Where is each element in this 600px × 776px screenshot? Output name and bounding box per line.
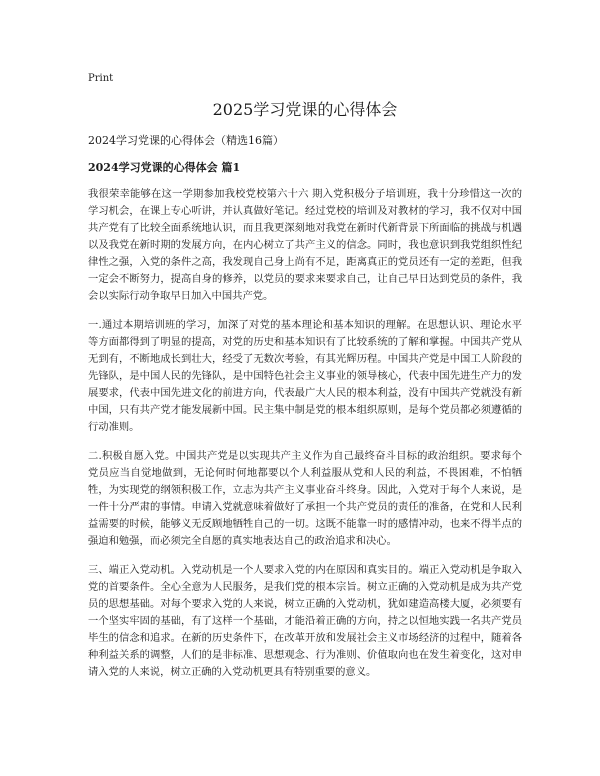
paragraph-point-2: 二.积极自愿入党。中国共产党是以实现共产主义作为自己最终奋斗目标的政治组织。要求每个党员应当自觉地做到，无论何时何地都要以个人利益服从党和人民的利益，不畏困难，不怕牺牲，为实现党的纲领积极工作，立志为共产主义事业奋斗终身。因此，入党对于每个人来说，是一件十分严肃的事情。申请入党就意味着做好了承担一个共产党员的责任的准备，在党和人民利益需要的时候，能够义无反顾地牺牲自己的一切。这既不能靠一时的感情冲动，也来不得半点的强迫和勉强，而必须完全自愿的真实地表达自己的政治追求和决心。 xyxy=(88,450,522,547)
paragraph-point-3: 三、端正入党动机。入党动机是一个人要求入党的内在原因和真实目的。端正入党动机是争取入党的首要条件。全心全意为人民服务，是我们党的根本宗旨。树立正确的入党动机是成为共产党员的思想基础。对每个要求入党的人来说，树立正确的入党动机，犹如建造高楼大厦，必须要有一个坚实牢固的基础，有了这样一个基础，才能沿着正确的方向，持之以恒地实践一名共产党员毕生的信念和追求。在新的历史条件下，在改革开放和发展社会主义市场经济的过程中，随着各种利益关系的调整，人们的是非标准、思想观念、行为准则、价值取向也在发生着变化，这对申请入党的人来说，树立正确的入党动机更具有特别重要的意义。 xyxy=(88,564,522,678)
print-link[interactable]: Print xyxy=(88,73,114,84)
paragraph-point-1: 一.通过本期培训班的学习，加深了对党的基本理论和基本知识的理解。在思想认识、理论水平等方面都得到了明显的提高，对党的历史和基本知识有了比较系统的了解和掌握。中国共产党从无到有，不断地成长到壮大，经受了无数次考验，有其光辉历程。中国共产党是中国工人阶段的先锋队，是中国人民的先锋队，是中国特色社会主义事业的领导核心，代表中国先进生产力的发展要求，代表中国先进文化的前进方向，代表最广大人民的根本利益，没有中国共产党就没有新中国，只有共产党才能发展新中国。民主集中制是党的根本组织原则，是每个党员都必须遵循的行动准则。 xyxy=(88,319,522,433)
article-body xyxy=(88,186,522,693)
page-title: 2025学习党课的心得体会 xyxy=(212,100,398,119)
paragraph-intro: 我很荣幸能够在这一学期参加我校党校第六十六 期入党积极分子培训班，我十分珍惜这一次的学习机会，在课上专心听讲，并认真做好笔记。经过党校的培训及对教材的学习，我不仅对中国共产党有了比较全面系统地认识，而且我更深刻地对我党在新时代新背景下所面临的挑战与机遇以及我党在新时期的发展方向，在内心树立了共产主义的信念。同时，我也意识到我党组织性纪律性之强，入党的条件之高，我发现自己身上尚有不足，距离真正的党员还有一定的差距，但我一定会不断努力，提高自身的修养，以党员的要求来要求自己，让自己早日达到党员的条件，我会以实际行动争取早日加入中国共产党。 xyxy=(88,188,522,302)
document-page xyxy=(88,0,522,776)
document-subtitle: 2024学习党课的心得体会（精选16篇） xyxy=(88,134,284,147)
section-heading: 2024学习党课的心得体会 篇1 xyxy=(88,161,241,174)
